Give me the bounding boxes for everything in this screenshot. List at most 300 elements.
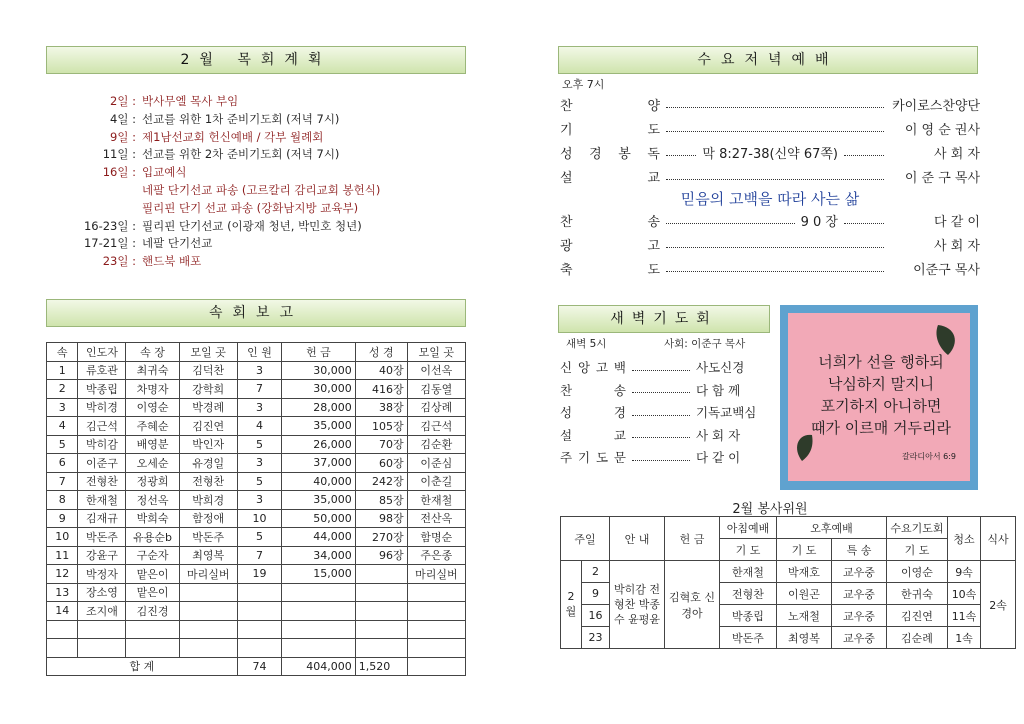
volunteer-cell: 교우중 [832,583,887,605]
offering-cell: 김혁호 신경아 [665,561,720,649]
report-cell [126,639,179,658]
plan-text: 핸드북 배포 [142,254,202,269]
dawn-row [560,424,756,447]
report-cell: 박히경 [78,398,126,417]
header-wednesday: 수요기도회 [887,517,948,539]
plan-row [60,164,460,182]
dawn-time: 새벽 5시 [566,338,607,350]
report-cell: 60장 [355,454,407,473]
label-char: 앙 [577,360,591,376]
label-char: 성 [560,146,573,162]
report-cell [407,639,465,658]
report-cell: 함명순 [407,528,465,547]
plan-date [60,200,140,218]
header-meal: 식사 [981,517,1016,561]
report-cell: 14 [47,602,78,621]
wednesday-value: 다 같 이 [934,214,980,230]
report-cell: 13 [47,583,78,602]
total-row [47,657,466,676]
plan-text: 네팔 단기선교 파송 (고르칼리 감리교회 봉헌식) [142,182,381,197]
plan-text: 선교를 위한 2차 준비기도회 (저녁 7시) [142,147,340,162]
dawn-value: 다 같 이 [696,450,741,466]
report-cell: 416장 [355,380,407,399]
verse-line: 너희가 선을 행하되 [818,353,944,371]
label-char: 찬 [560,382,573,398]
report-cell: 김근석 [407,417,465,436]
total-offering: 404,000 [282,657,356,676]
report-cell: 강학희 [179,380,237,399]
report-cell: 8 [47,491,78,510]
report-cell: 박돈주 [78,528,126,547]
volunteer-cell: 한귀숙 [887,583,948,605]
wednesday-value: 카이로스찬양단 [892,98,980,114]
table-row [47,472,466,491]
dawn-order [560,356,756,469]
dawn-host: 사회: 이준구 목사 [664,338,746,350]
table-row [47,491,466,510]
report-cell: 40장 [355,361,407,380]
wednesday-value: 사 회 자 [934,238,980,254]
report-cell [355,639,407,658]
table-row [47,380,466,399]
dawn-row [560,356,756,379]
total-people: 74 [237,657,281,676]
table-row [47,361,466,380]
wednesday-value: 사 회 자 [934,146,980,162]
report-cell: 이준구 [78,454,126,473]
plan-text: 필리핀 단기 선교 파송 (강화남지방 교육부) [142,200,359,215]
label-char: 송 [647,214,660,230]
report-cell: 장소영 [78,583,126,602]
wednesday-row [560,116,980,140]
volunteers-title: 2월 봉사위원 [732,502,808,517]
wednesday-order-2 [560,208,980,280]
volunteer-cell: 박종립 [720,605,777,627]
report-cell [282,639,356,658]
report-header: 인도자 [78,343,126,362]
day-cell: 2 [582,561,610,583]
label-char: 신 [560,360,573,376]
report-cell: 10 [47,528,78,547]
header-morning: 아침예배 [720,517,777,539]
header-afternoon: 오후예배 [777,517,887,539]
table-row [47,546,466,565]
report-cell: 전형찬 [78,472,126,491]
plan-row [60,182,460,200]
report-cell: 270장 [355,528,407,547]
report-cell: 4 [47,417,78,436]
report-cell: 이춘길 [407,472,465,491]
report-cell: 박경례 [179,398,237,417]
report-cell [282,583,356,602]
report-cell: 맡은이 [126,583,179,602]
report-header: 헌 금 [282,343,356,362]
verse-line: 때가 이르매 거두리라 [811,419,951,437]
report-cell: 차명자 [126,380,179,399]
dawn-value: 다 함 께 [696,382,741,398]
report-cell: 1 [47,361,78,380]
report-cell: 7 [237,546,281,565]
report-cell: 242장 [355,472,407,491]
table-row [47,435,466,454]
label-char: 기 [560,122,573,138]
report-cell [407,602,465,621]
report-cell: 5 [237,528,281,547]
header-cleaning: 청소 [948,517,981,561]
plan-text: 제1남선교회 헌신예배 / 각부 월례회 [142,129,324,144]
report-cell: 김근석 [78,417,126,436]
report-cell: 오세순 [126,454,179,473]
report-cell [237,602,281,621]
volunteer-cell: 최영복 [777,627,832,649]
table-row [47,454,466,473]
wednesday-label [560,143,660,162]
report-cell: 최영복 [179,546,237,565]
report-cell: 이준심 [407,454,465,473]
report-cell: 96장 [355,546,407,565]
volunteer-cell: 1속 [948,627,981,649]
volunteer-cell: 이영순 [887,561,948,583]
label-char: 독 [647,146,660,162]
table-row [47,528,466,547]
wednesday-row [560,256,980,280]
report-cell: 70장 [355,435,407,454]
month-cell: 2 월 [561,561,582,649]
report-cell: 30,000 [282,361,356,380]
day-cell: 9 [582,583,610,605]
plan-date [60,182,140,200]
report-cell [355,620,407,639]
subheader: 기 도 [887,539,948,561]
day-cell: 16 [582,605,610,627]
report-cell [78,620,126,639]
plan-date: 4일 : [110,111,136,126]
dawn-label [560,381,626,399]
report-cell: 98장 [355,509,407,528]
report-cell: 44,000 [282,528,356,547]
report-cell: 11 [47,546,78,565]
dawn-label [560,358,626,376]
dots [632,431,690,438]
guides-cell: 박히감 전형찬 박종수 윤평윤 [610,561,665,649]
report-cell: 3 [237,398,281,417]
table-row [561,561,1016,583]
report-cell: 조지애 [78,602,126,621]
plan-row [60,129,460,147]
plan-row [60,218,460,236]
volunteer-header-row [561,517,1016,539]
report-cell: 한재철 [78,491,126,510]
wednesday-label [560,95,660,114]
table-row [47,620,466,639]
volunteer-cell: 박돈주 [720,627,777,649]
report-cell: 50,000 [282,509,356,528]
wednesday-row [560,140,980,164]
volunteer-cell: 김순례 [887,627,948,649]
meal-cell: 2속 [981,561,1016,649]
volunteer-cell: 이원곤 [777,583,832,605]
wednesday-value: 이준구 목사 [913,262,980,278]
label-char: 설 [560,427,573,443]
report-cell: 28,000 [282,398,356,417]
report-cell: 김재규 [78,509,126,528]
dots [632,364,690,371]
report-cell: 주혜순 [126,417,179,436]
plan-date: 17-21일 : [83,236,136,251]
report-cell: 26,000 [282,435,356,454]
label-char: 고 [595,360,609,376]
volunteers-table [560,516,1016,649]
plan-row [60,93,460,111]
report-cell: 2 [47,380,78,399]
wednesday-label [560,167,660,186]
report-cell [355,565,407,584]
wednesday-label [560,211,660,230]
report-cell [282,602,356,621]
dots [632,386,690,393]
wednesday-value: 이 준 구 목사 [904,170,980,186]
total-label: 합 계 [47,657,238,676]
report-header: 속 [47,343,78,362]
report-cell: 15,000 [282,565,356,584]
plan-row [60,235,460,253]
report-cell: 최귀숙 [126,361,179,380]
report-cell: 구순자 [126,546,179,565]
report-header: 모일 곳 [407,343,465,362]
plan-text: 네팔 단기선교 [142,236,213,251]
plan-date: 11일 : [102,147,136,162]
subheader: 기 도 [777,539,832,561]
label-char: 찬 [560,98,573,114]
report-cell: 이영순 [126,398,179,417]
report-cell [47,620,78,639]
volunteer-cell: 교우중 [832,627,887,649]
report-cell: 마리실버 [407,565,465,584]
wednesday-label [560,119,660,138]
dots [666,241,884,248]
report-cell: 류호관 [78,361,126,380]
dawn-label [560,403,626,421]
report-cell [179,639,237,658]
dots [666,125,884,132]
volunteer-cell: 교우중 [832,605,887,627]
label-char: 경 [589,146,602,162]
report-cell: 전산옥 [407,509,465,528]
label-char: 백 [613,360,626,376]
label-char: 성 [560,405,573,421]
wednesday-row [560,208,980,232]
report-cell: 7 [237,380,281,399]
label-char: 경 [613,405,626,421]
dots [844,149,884,156]
report-cell: 김진경 [126,602,179,621]
dots [666,217,795,224]
report-cell: 3 [237,454,281,473]
plan-row [60,200,460,218]
report-cell [282,620,356,639]
dots [666,101,884,108]
wednesday-label [560,235,660,254]
table-row [47,417,466,436]
wednesday-title: 수요저녁예배 [558,46,978,74]
plan-text: 선교를 위한 1차 준비기도회 (저녁 7시) [142,111,340,126]
label-char: 문 [613,450,626,466]
report-cell [237,639,281,658]
report-cell: 박희숙 [126,509,179,528]
report-cell [407,620,465,639]
report-cell [355,602,407,621]
verse-text [798,351,964,439]
wednesday-value: 이 영 순 권사 [904,122,980,138]
label-char: 봉 [618,146,631,162]
report-cell: 5 [47,435,78,454]
dawn-row [560,446,756,469]
verse-line: 포기하지 아니하면 [820,397,942,415]
report-cell: 35,000 [282,417,356,436]
dawn-value: 사 회 자 [696,427,741,443]
report-cell: 85장 [355,491,407,510]
label-char: 도 [647,262,660,278]
report-cell: 박인자 [179,435,237,454]
report-cell [179,583,237,602]
report-cell [237,583,281,602]
report-cell: 김진연 [179,417,237,436]
label-char: 도 [595,450,609,466]
label-char: 축 [560,262,573,278]
label-char: 설 [560,170,573,186]
report-cell: 박종립 [78,380,126,399]
table-row [47,398,466,417]
report-cell: 김순환 [407,435,465,454]
report-cell: 마리실버 [179,565,237,584]
plan-row [60,146,460,164]
table-row [47,565,466,584]
report-cell: 105장 [355,417,407,436]
report-cell: 5 [237,435,281,454]
report-header-row [47,343,466,362]
dawn-label [560,448,626,466]
report-cell: 박히감 [78,435,126,454]
plan-date: 16일 : [102,165,136,180]
volunteer-cell: 전형찬 [720,583,777,605]
report-cell: 6 [47,454,78,473]
label-char: 광 [560,238,573,254]
report-cell: 12 [47,565,78,584]
table-row [47,509,466,528]
volunteer-cell: 교우중 [832,561,887,583]
dawn-value: 사도신경 [696,360,745,376]
report-cell: 30,000 [282,380,356,399]
report-cell: 박희경 [179,491,237,510]
report-cell [126,620,179,639]
report-cell: 전형찬 [179,472,237,491]
report-cell: 34,000 [282,546,356,565]
subheader: 기 도 [720,539,777,561]
report-cell: 이선옥 [407,361,465,380]
plan-date: 16-23일 : [83,218,136,233]
report-cell: 유용순b [126,528,179,547]
volunteer-cell: 한재철 [720,561,777,583]
table-row [47,583,466,602]
plan-row [60,111,460,129]
wednesday-label [560,259,660,278]
report-cell [237,620,281,639]
volunteer-cell: 노재철 [777,605,832,627]
dots [666,173,884,180]
report-cell: 김상례 [407,398,465,417]
volunteer-cell: 김진연 [887,605,948,627]
total-empty [407,657,465,676]
report-cell: 주은종 [407,546,465,565]
report-cell: 정선옥 [126,491,179,510]
label-char: 주 [560,450,573,466]
report-cell [179,620,237,639]
table-row [47,639,466,658]
label-char: 교 [647,170,660,186]
volunteer-cell: 9속 [948,561,981,583]
label-char: 도 [647,122,660,138]
header-week: 주일 [561,517,610,561]
label-char: 양 [647,98,660,114]
dawn-title: 새벽기도회 [558,305,770,333]
plan-date: 9일 : [110,129,136,144]
report-cell: 4 [237,417,281,436]
report-title: 속회보고 [46,299,466,327]
table-row [47,602,466,621]
plan-text: 박사무엘 목사 부임 [142,94,239,108]
dots [666,265,884,272]
total-bible: 1,520 [355,657,407,676]
report-cell: 강윤구 [78,546,126,565]
report-cell: 38장 [355,398,407,417]
wednesday-mid: 막 8:27-38(신약 67쪽) [702,146,838,162]
report-cell: 김동열 [407,380,465,399]
plan-date: 23일 : [102,254,136,269]
report-cell: 3 [237,491,281,510]
wednesday-mid: 9 0 장 [800,214,838,230]
plan-text: 입교예식 [142,165,187,180]
dawn-row [560,401,756,424]
report-cell: 정광희 [126,472,179,491]
verse-card [780,305,978,490]
report-cell: 맡은이 [126,565,179,584]
plan-title: 2월 목회계획 [46,46,466,74]
label-char: 교 [613,427,626,443]
report-cell [47,639,78,658]
wednesday-time: 오후 7시 [562,78,605,91]
report-cell: 9 [47,509,78,528]
report-header: 성 경 [355,343,407,362]
dawn-label [560,426,626,444]
sermon-title: 믿음의 고백을 따라 사는 삶 [680,190,860,208]
dots [666,149,696,156]
plan-date: 2일 : [110,94,136,108]
wednesday-row [560,164,980,188]
report-header: 모일 곳 [179,343,237,362]
dawn-row [560,379,756,402]
wednesday-row [560,92,980,116]
label-char: 송 [613,382,626,398]
report-cell: 배영분 [126,435,179,454]
plan-schedule [60,93,460,271]
header-offering: 헌 금 [665,517,720,561]
report-cell: 37,000 [282,454,356,473]
report-cell: 35,000 [282,491,356,510]
report-cell: 5 [237,472,281,491]
report-cell [78,639,126,658]
day-cell: 23 [582,627,610,649]
report-cell: 김덕찬 [179,361,237,380]
